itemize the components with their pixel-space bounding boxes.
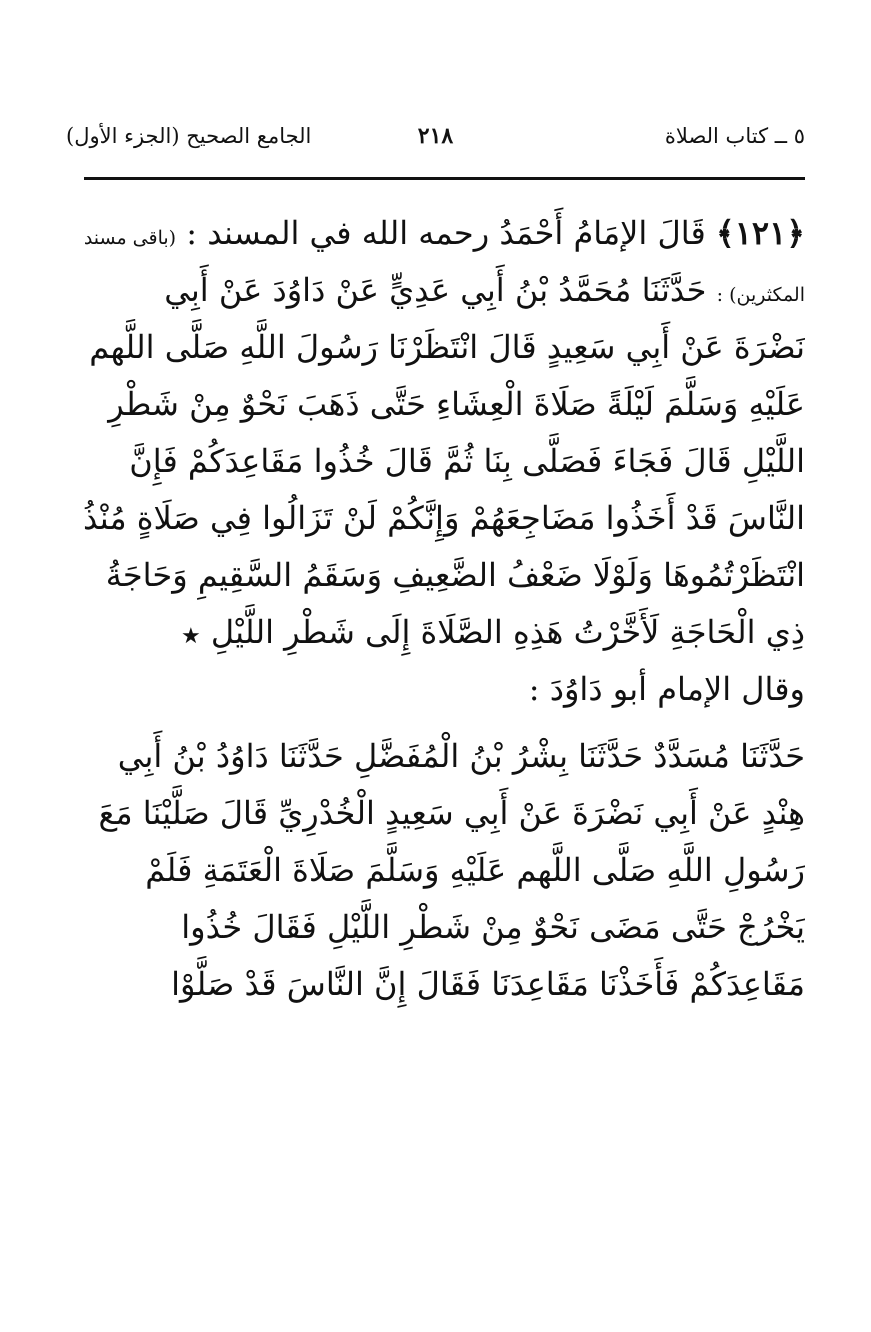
- hadith-intro: قَالَ الإمَامُ أَحْمَدُ رحمه الله في المسند :: [186, 214, 706, 252]
- chapter-title: ٥ ــ كتاب الصلاة: [664, 124, 805, 148]
- text-line: نَضْرَةَ عَنْ أَبِي سَعِيدٍ قَالَ انْتَظَرْنَا رَسُولَ اللَّهِ صَلَّى اللَّهم: [89, 328, 805, 366]
- hadith-end-mark: ★: [180, 624, 201, 649]
- page-number: ٢١٨: [417, 123, 454, 149]
- hadith-heading-line: [70, 205, 805, 262]
- text-line: عَلَيْهِ وَسَلَّمَ لَيْلَةً صَلَاةَ الْعِشَاءِ حَتَّى ذَهَبَ نَحْوٌ مِنْ شَطْرِ: [108, 385, 805, 423]
- page-header: [66, 118, 805, 158]
- text-line: [70, 604, 805, 661]
- text-line: حَدَّثَنَا مُسَدَّدٌ حَدَّثَنَا بِشْرُ بْنُ الْمُفَضَّلِ حَدَّثَنَا دَاوُدُ بْنُ أَبِي: [117, 737, 805, 775]
- book-title: الجامع الصحيح (الجزء الأول): [66, 124, 312, 148]
- text-line: انْتَظَرْتُمُوهَا وَلَوْلَا ضَعْفُ الضَّعِيفِ وَسَقَمُ السَّقِيمِ وَحَاجَةُ: [105, 556, 805, 594]
- text-line: يَخْرُجْ حَتَّى مَضَى نَحْوٌ مِنْ شَطْرِ اللَّيْلِ فَقَالَ خُذُوا: [181, 908, 805, 946]
- hadith-number: ﴿١٢١﴾: [715, 214, 805, 252]
- text-line: [70, 262, 805, 319]
- text-line: هِنْدٍ عَنْ أَبِي نَضْرَةَ عَنْ أَبِي سَعِيدٍ الْخُدْرِيِّ قَالَ صَلَّيْنَا مَعَ: [98, 794, 805, 832]
- text-line: النَّاسَ قَدْ أَخَذُوا مَضَاجِعَهُمْ وَإِنَّكُمْ لَنْ تَزَالُوا فِي صَلَاةٍ مُنْذُ: [82, 499, 805, 537]
- header-rule: [84, 177, 805, 180]
- page-body: [70, 205, 805, 1013]
- narration-intro: وقال الإمام أبو دَاوُدَ :: [528, 670, 805, 708]
- text-line: اللَّيْلِ قَالَ فَجَاءَ فَصَلَّى بِنَا ثُمَّ قَالَ خُذُوا مَقَاعِدَكُمْ فَإِنَّ: [129, 442, 805, 480]
- source-note-end: المكثرين) :: [716, 284, 805, 306]
- section-gap: [70, 718, 805, 728]
- text-line-content: ذِي الْحَاجَةِ لَأَخَّرْتُ هَذِهِ الصَّلَاةَ إِلَى شَطْرِ اللَّيْلِ: [210, 613, 805, 651]
- text-line: رَسُولِ اللَّهِ صَلَّى اللَّهم عَلَيْهِ وَسَلَّمَ صَلَاةَ الْعَتَمَةِ فَلَمْ: [145, 851, 805, 889]
- source-note-start: (باقى مسند: [83, 227, 177, 249]
- text-line: مَقَاعِدَكُمْ فَأَخَذْنَا مَقَاعِدَنَا فَقَالَ إِنَّ النَّاسَ قَدْ صَلَّوْا: [171, 965, 805, 1003]
- text-line-content: حَدَّثَنَا مُحَمَّدُ بْنُ أَبِي عَدِيٍّ عَنْ دَاوُدَ عَنْ أَبِي: [164, 271, 707, 309]
